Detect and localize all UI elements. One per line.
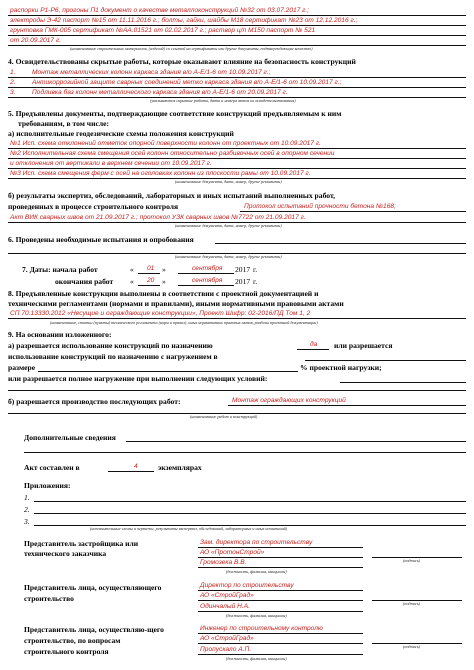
s5a-caption: (наименование документа, дата, номер, другие реквизиты) [175, 179, 282, 184]
signer-label: Представитель лица, осуществляю-щего [24, 625, 164, 634]
quote-close: » [162, 277, 166, 286]
s5b-line-2: Акт ВИК сварных швов от 21.09.2017 г.; протокол УЗК сварных швов №7722 от 21.09.2017 г. [10, 214, 306, 221]
divider [8, 168, 466, 169]
name-caption: (должность, фамилия, инициалы) [226, 656, 287, 661]
section-5-title: 5. Предъявлены документы, подтверждающие соответствие конструкций предъявляемым к ним [8, 109, 342, 118]
divider [108, 471, 154, 472]
start-date-label: 7. Даты: начала работ [22, 265, 98, 274]
s5a-label: а) исполнительные геодезические схемы положения конструкций [8, 129, 234, 138]
divider [297, 349, 329, 350]
signer-position: Зам. директора по строительству [200, 539, 313, 546]
s9b-label: б) разрешается производство последующих работ: [8, 397, 181, 406]
copies-value: 4 [134, 463, 138, 470]
divider [34, 501, 466, 502]
divider [178, 285, 234, 286]
signer-org: АО «СтройГрад» [200, 635, 254, 642]
divider [8, 25, 466, 26]
start-year: 2017 [235, 265, 251, 274]
section-9-title: 9. На основании изложенного: [8, 330, 112, 339]
signature-caption: (подпись) [403, 558, 420, 563]
name-caption: (должность, фамилия, инициалы) [226, 613, 287, 618]
s4-item-num: 3. [10, 89, 16, 96]
divider [138, 285, 160, 286]
s9a-line-2: использование конструкций по назначению с нагружением в [8, 352, 218, 361]
divider [24, 452, 466, 453]
signature-caption: (подпись) [403, 644, 420, 649]
divider [198, 633, 363, 634]
divider [8, 390, 466, 391]
name-caption: (должность, фамилия, инициалы) [226, 569, 287, 574]
s5b-caption: (наименование документа, дата, номер, другие реквизиты) [175, 223, 282, 228]
appendices-label: Приложения: [24, 481, 71, 490]
divider [198, 643, 363, 644]
materials-line-4: от 20.09.2017 г. [10, 37, 61, 44]
divider [240, 211, 466, 212]
signer-name: Громозека В.В. [200, 559, 247, 566]
section-8-title: 8. Предъявленные конструкции выполнены в соответствии с проектной документацией и [8, 289, 319, 298]
divider [198, 654, 363, 655]
copies-tail: экземплярах [158, 463, 202, 472]
signer-label: строительного контроля [24, 647, 109, 656]
divider [198, 547, 363, 548]
s6-caption: (наименование документа, дата, номер, другие реквизиты) [175, 254, 282, 259]
appendix-num: 1. [24, 493, 30, 502]
divider [215, 243, 466, 244]
signer-position: Директор по строительству [200, 582, 294, 589]
s9a-value: да [310, 341, 318, 348]
signer-label: строительство, по вопросам [24, 636, 121, 645]
s9a-line-4: или разрешается полное нагружение при выполнении следующих условий: [8, 374, 268, 383]
s4-item-text: Монтаж металлических колонн каркаса здания в/о А-Е/1-6 от 10.09.2017 г.; [32, 69, 271, 76]
section-6-title: 6. Проведены необходимые испытания и опробования [8, 235, 194, 244]
divider [340, 382, 466, 383]
start-month: сентября [192, 265, 223, 272]
s5a-line-3: и отклонения от вертикали в верхнем сечении от 10.09.2017 г. [10, 160, 212, 167]
divider [305, 360, 466, 361]
appendix-num: 3. [24, 517, 30, 526]
signer-label: Представитель застройщика или [24, 539, 139, 548]
divider [8, 158, 466, 159]
s9b-caption: (наименование работ и конструкций) [190, 414, 258, 419]
materials-line-1: распорки Р1-Р6, прогоны П1 документ о качестве металлоконструкций №32 от 03.07.2017 г.; [10, 7, 310, 14]
s9b-value: Монтаж ограждающих конструкций [232, 397, 346, 404]
divider [198, 600, 363, 601]
divider [8, 77, 466, 78]
materials-caption: (наименование строительных материалов, (изделий) со ссылкой на сертификаты или другие документы, подтверждающие качество) [70, 46, 313, 51]
end-date-label: окончания работ [55, 277, 114, 286]
divider [8, 15, 466, 16]
divider [38, 371, 298, 372]
signer-name: Одинчалый Н.А. [200, 603, 250, 610]
quote-open: « [130, 265, 134, 274]
s5b-value: Протокол испытаний прочности бетона №168; [244, 203, 396, 210]
divider [8, 148, 466, 149]
s5a-line-4: №3 Исп. схема смещения ферм с осей на оголовках колонн из плоскости рамы от 10.09.2017 г. [10, 170, 311, 177]
appendices-caption: (исполнительные схемы и чертежи, результаты экспертиз, обследований, лабораторных и иных испытаний) [90, 526, 288, 531]
s4-caption: (указываются скрытые работы, даты и номера актов их освидетельствования) [150, 98, 296, 103]
divider [8, 87, 466, 88]
start-day: 01 [147, 265, 155, 272]
s5a-line-2: №2 Исполнительная схема смещения осей колонн относительно разбивочных осей в опорном сечении [10, 150, 335, 157]
materials-line-2: электроды Э-42 паспорт №15 от 11.11.2016 г.; болты, гайки, шайбы М18 сертификат №23 от 12.12.2016 г.; [10, 17, 358, 24]
section-4-title: 4. Освидетельствованы скрытые работы, которые оказывают влияние на безопасность конструкций [8, 57, 356, 66]
s5b-label: б) результаты экспертиз, обследований, лабораторных и иных испытаний выполненных работ, [8, 191, 336, 200]
s5b-label-cont: проведенных в процессе строительного контроля [8, 202, 179, 211]
s4-item-num: 1. [10, 69, 16, 76]
year-suffix: г. [253, 265, 258, 274]
s9a-size-tail: % проектной нагрузки; [300, 363, 382, 372]
s4-item-num: 2. [10, 79, 16, 86]
signer-org: АО «ПротонСтрой» [200, 549, 265, 556]
year-suffix: г. [253, 277, 258, 286]
divider [126, 441, 466, 442]
divider [8, 35, 466, 36]
s4-item-text: Подливка баз колонн металлического каркаса здания в/о А-Е/1-6 от 20.09.2017 г. [32, 89, 288, 96]
s8-value: СП 70.13330.2012 «Несущие и ограждающие конструкции», Проект Шифр: 02-2016/ПД Том 1, 2 [10, 310, 311, 317]
divider [198, 567, 363, 568]
divider [198, 611, 363, 612]
divider [34, 513, 466, 514]
signer-name: Пропускало А.П. [200, 646, 252, 653]
divider [198, 590, 363, 591]
divider [8, 318, 466, 319]
extra-info-label: Дополнительные сведения [24, 433, 116, 442]
materials-line-3: грунтовка ГМК-005 сертификат №АА.01521 от 02.02.2017 г.; раствор ц/п М150 паспорт № 521 [10, 27, 316, 34]
s9a-label: а) разрешается использование конструкций по назначению [8, 341, 213, 350]
signer-label: строительство [24, 594, 74, 603]
signer-label: технического заказчика [24, 549, 107, 558]
signer-position: Инженер по строительному контролю [200, 625, 323, 632]
s9a-size-label: размере [8, 363, 36, 372]
divider [178, 273, 234, 274]
end-month: сентября [192, 277, 223, 284]
s5a-line-1: №1 Исп. схема отклонений отметок опорной поверхности колонн от проектных от 10.09.2017 г. [10, 140, 321, 147]
signature-caption: (подпись) [403, 601, 420, 606]
quote-close: » [162, 265, 166, 274]
copies-label: Акт составлен в [24, 463, 80, 472]
signer-org: АО «СтройГрад» [200, 592, 254, 599]
end-year: 2017 [235, 277, 251, 286]
s9a-tail: или разрешается [334, 341, 393, 350]
divider [198, 557, 363, 558]
section-5-title-cont: требованиям, в том числе: [18, 119, 109, 128]
quote-open: « [130, 277, 134, 286]
section-8-title-cont: техническими регламентами (нормами и правилами), иными нормативными правовыми актами [8, 299, 344, 308]
divider [228, 405, 466, 406]
s8-caption: (наименование, статьи (пункты) технического регламента (норм и правил), иных нормативных правовых актов, разделы проектной документации) [50, 320, 318, 325]
divider [138, 273, 160, 274]
appendix-num: 2. [24, 505, 30, 514]
end-day: 20 [147, 277, 155, 284]
signer-label: Представитель лица, осуществляющего [24, 583, 162, 592]
s4-item-text: Антикоррозийной защите сварных соединений метко каркаса здания в/о А-Е/1-6 от 10.09.2017 г.; [32, 79, 342, 86]
